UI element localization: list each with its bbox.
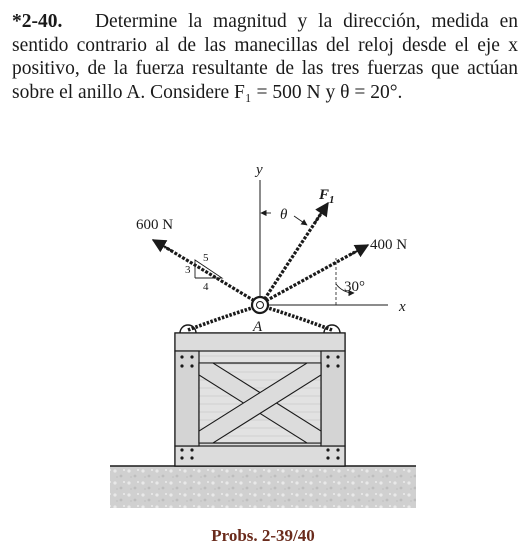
ring-a xyxy=(252,297,268,313)
x-axis-label: x xyxy=(399,299,406,315)
problem-line-4: sobre el anillo A. Considere F₁ = 500 N y θ = 20°. xyxy=(12,81,403,103)
figure-caption: Probs. 2-39/40 xyxy=(211,526,315,545)
theta-label: θ xyxy=(280,207,288,223)
slope-5-label: 5 xyxy=(203,252,209,264)
f1-label: $F_1$ xyxy=(319,187,335,206)
force-400-label: 400 N xyxy=(370,237,408,253)
ring-a-label: A xyxy=(253,319,263,335)
problem-number: *2-40. xyxy=(12,11,63,32)
y-axis-label: y xyxy=(256,162,263,178)
ground xyxy=(110,466,416,508)
crate xyxy=(175,325,345,466)
problem-line-2: sentido contrario al de las manecillas del reloj desde el eje x xyxy=(12,34,518,56)
force-600-label: 600 N xyxy=(136,217,174,233)
problem-line-3: positivo, de la fuerza resultante de las tres fuerzas que actúan xyxy=(12,58,518,79)
force-400-vector xyxy=(262,252,355,303)
force-600-vector xyxy=(165,247,258,303)
slope-4-label: 4 xyxy=(203,281,209,293)
f1-vector xyxy=(262,212,322,303)
problem-line-1: *2-40. Determine la magnitud y la dirección, medida en xyxy=(12,11,519,32)
slope-3-label: 3 xyxy=(185,264,191,276)
angle-30-label: 30° xyxy=(344,279,365,295)
